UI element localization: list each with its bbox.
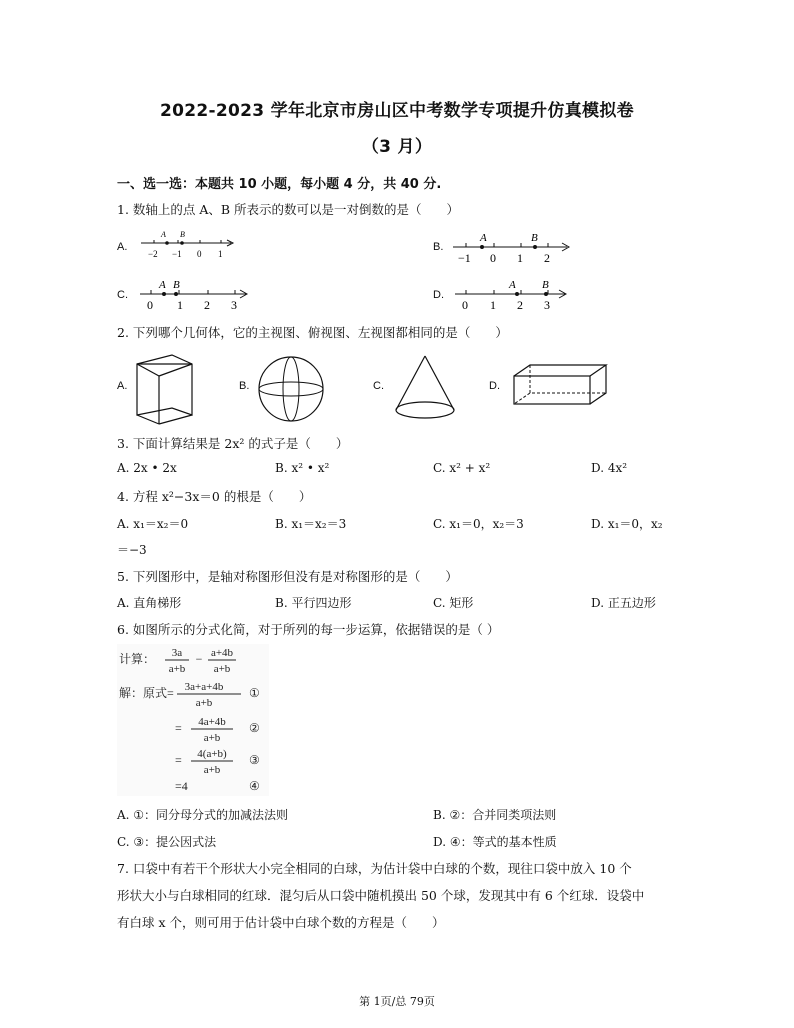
q3-option-c: C. x² + x² xyxy=(433,461,491,475)
q1-option-c-numberline xyxy=(136,276,252,312)
q1-c-point-b: B xyxy=(173,279,180,291)
q1-option-d-numberline xyxy=(451,276,573,312)
q1-d-tick: 0 xyxy=(462,298,468,312)
calc-step4: =4 xyxy=(175,779,188,793)
calc-step1-mark: ① xyxy=(249,686,260,700)
q4-option-a: A. x₁＝x₂＝0 xyxy=(117,517,189,531)
q1-a-point-b: B xyxy=(180,230,185,239)
calc-minus: − xyxy=(195,652,203,666)
q1-c-tick: 3 xyxy=(231,298,237,312)
q1-c-tick: 2 xyxy=(204,298,210,312)
q1-a-tick: −1 xyxy=(172,249,182,259)
q4-option-d: D. x₁＝0，x₂ xyxy=(591,517,663,531)
calc-step2-mark: ② xyxy=(249,721,260,735)
q1-d-point-a: A xyxy=(509,279,516,291)
q2-cuboid-figure xyxy=(510,362,612,408)
q2-option-c-label: C. xyxy=(373,380,384,392)
page-title: 2022-2023 学年北京市房山区中考数学专项提升仿真模拟卷 xyxy=(160,101,634,121)
calc-step4-mark: ④ xyxy=(249,779,260,793)
q1-b-point-a: A xyxy=(480,232,487,244)
q2-cone-figure xyxy=(392,353,460,425)
q1-option-a-numberline xyxy=(137,228,237,262)
q2-triangular-prism-figure xyxy=(132,352,198,426)
q5-option-c: C. 矩形 xyxy=(433,596,474,610)
q1-b-tick: −1 xyxy=(458,251,471,265)
q5-option-d: D. 正五边形 xyxy=(591,596,656,610)
q1-option-b-label: B. xyxy=(433,241,444,253)
section-heading: 一、选一选：本题共 10 小题，每小题 4 分，共 40 分. xyxy=(117,177,442,192)
q1-option-c-label: C. xyxy=(117,289,128,301)
calc-f2-num: a+4b xyxy=(210,647,234,659)
q2-stem: 2. 下列哪个几何体，它的主视图、俯视图、左视图都相同的是（ ） xyxy=(117,325,508,340)
q2-option-b-label: B. xyxy=(239,380,250,392)
q1-a-point-a: A xyxy=(161,230,166,239)
q3-option-d: D. 4x² xyxy=(591,461,628,475)
page-subtitle: （3 月） xyxy=(361,137,433,157)
q1-d-tick: 2 xyxy=(517,298,523,312)
q1-option-b-numberline xyxy=(451,228,573,266)
q7-line-3: 有白球 x 个，则可用于估计袋中白球个数的方程是（ ） xyxy=(117,915,445,930)
calc-f1-den: a+b xyxy=(168,663,186,675)
q1-d-point-b: B xyxy=(542,279,549,291)
q7-line-1: 7. 口袋中有若干个形状大小完全相同的白球，为估计袋中白球的个数，现往口袋中放入 10 个 xyxy=(117,861,632,876)
calc-step1-num: 3a+a+4b xyxy=(184,681,224,693)
calc-step3-eq: = xyxy=(175,753,182,767)
calc-step3-mark: ③ xyxy=(249,753,260,767)
q6-calculation-figure xyxy=(117,644,269,796)
q5-stem: 5. 下列图形中，是轴对称图形但没有是对称图形的是（ ） xyxy=(117,569,458,584)
calc-f2-den: a+b xyxy=(213,663,231,675)
calc-step2-num: 4a+4b xyxy=(198,716,226,728)
q5-option-b: B. 平行四边形 xyxy=(275,596,352,610)
q5-option-a: A. 直角梯形 xyxy=(117,596,182,610)
calc-f1-num: 3a xyxy=(171,647,183,659)
calc-step2-den: a+b xyxy=(203,732,221,744)
q1-stem: 1. 数轴上的点 A、B 所表示的数可以是一对倒数的是（ ） xyxy=(117,202,460,217)
q1-d-tick: 1 xyxy=(490,298,496,312)
q6-option-a: A. ①：同分母分式的加减法法则 xyxy=(117,808,289,822)
q4-option-c: C. x₁＝0，x₂＝3 xyxy=(433,517,524,531)
q4-stem: 4. 方程 x²−3x＝0 的根是（ ） xyxy=(117,489,312,504)
calc-step2-eq: = xyxy=(175,721,182,735)
q1-option-d-label: D. xyxy=(433,289,444,301)
calc-prefix: 计算： xyxy=(119,652,156,666)
calc-step1-den: a+b xyxy=(195,697,213,709)
q7-line-2: 形状大小与白球相同的红球．混匀后从口袋中随机摸出 50 个球，发现其中有 6 个红球．设袋中 xyxy=(117,888,645,903)
q6-option-d: D. ④：等式的基本性质 xyxy=(433,835,557,849)
q3-option-a: A. 2x • 2x xyxy=(117,461,177,475)
q1-b-tick: 0 xyxy=(490,251,496,265)
q1-b-tick: 1 xyxy=(517,251,523,265)
q1-b-point-b: B xyxy=(531,232,538,244)
q2-option-d-label: D. xyxy=(489,380,500,392)
calc-step3-den: a+b xyxy=(203,764,221,776)
q6-stem: 6. 如图所示的分式化简，对于所列的每一步运算，依据错误的是（ ） xyxy=(117,622,500,637)
q1-c-tick: 0 xyxy=(147,298,153,312)
page-footer: 第 1页/总 79页 xyxy=(359,995,435,1008)
q1-b-tick: 2 xyxy=(544,251,550,265)
q4-option-d-wrap: ＝−3 xyxy=(117,543,147,557)
q2-option-a-label: A. xyxy=(117,380,128,392)
q3-option-b: B. x² • x² xyxy=(275,461,330,475)
calc-step3-num: 4(a+b) xyxy=(197,748,227,760)
q3-stem: 3. 下面计算结果是 2x² 的式子是（ ） xyxy=(117,436,349,451)
q1-option-a-label: A. xyxy=(117,241,128,253)
q1-a-tick: 0 xyxy=(197,249,202,259)
q1-c-tick: 1 xyxy=(177,298,183,312)
q1-a-tick: 1 xyxy=(218,249,223,259)
q6-option-b: B. ②：合并同类项法则 xyxy=(433,808,557,822)
calc-step1-prefix: 解：原式= xyxy=(119,686,174,700)
q1-d-tick: 3 xyxy=(544,298,550,312)
q1-c-point-a: A xyxy=(159,279,166,291)
q1-a-tick: −2 xyxy=(148,249,158,259)
q2-sphere-figure xyxy=(256,354,328,424)
q4-option-b: B. x₁＝x₂＝3 xyxy=(275,517,347,531)
q6-option-c: C. ③：提公因式法 xyxy=(117,835,217,849)
